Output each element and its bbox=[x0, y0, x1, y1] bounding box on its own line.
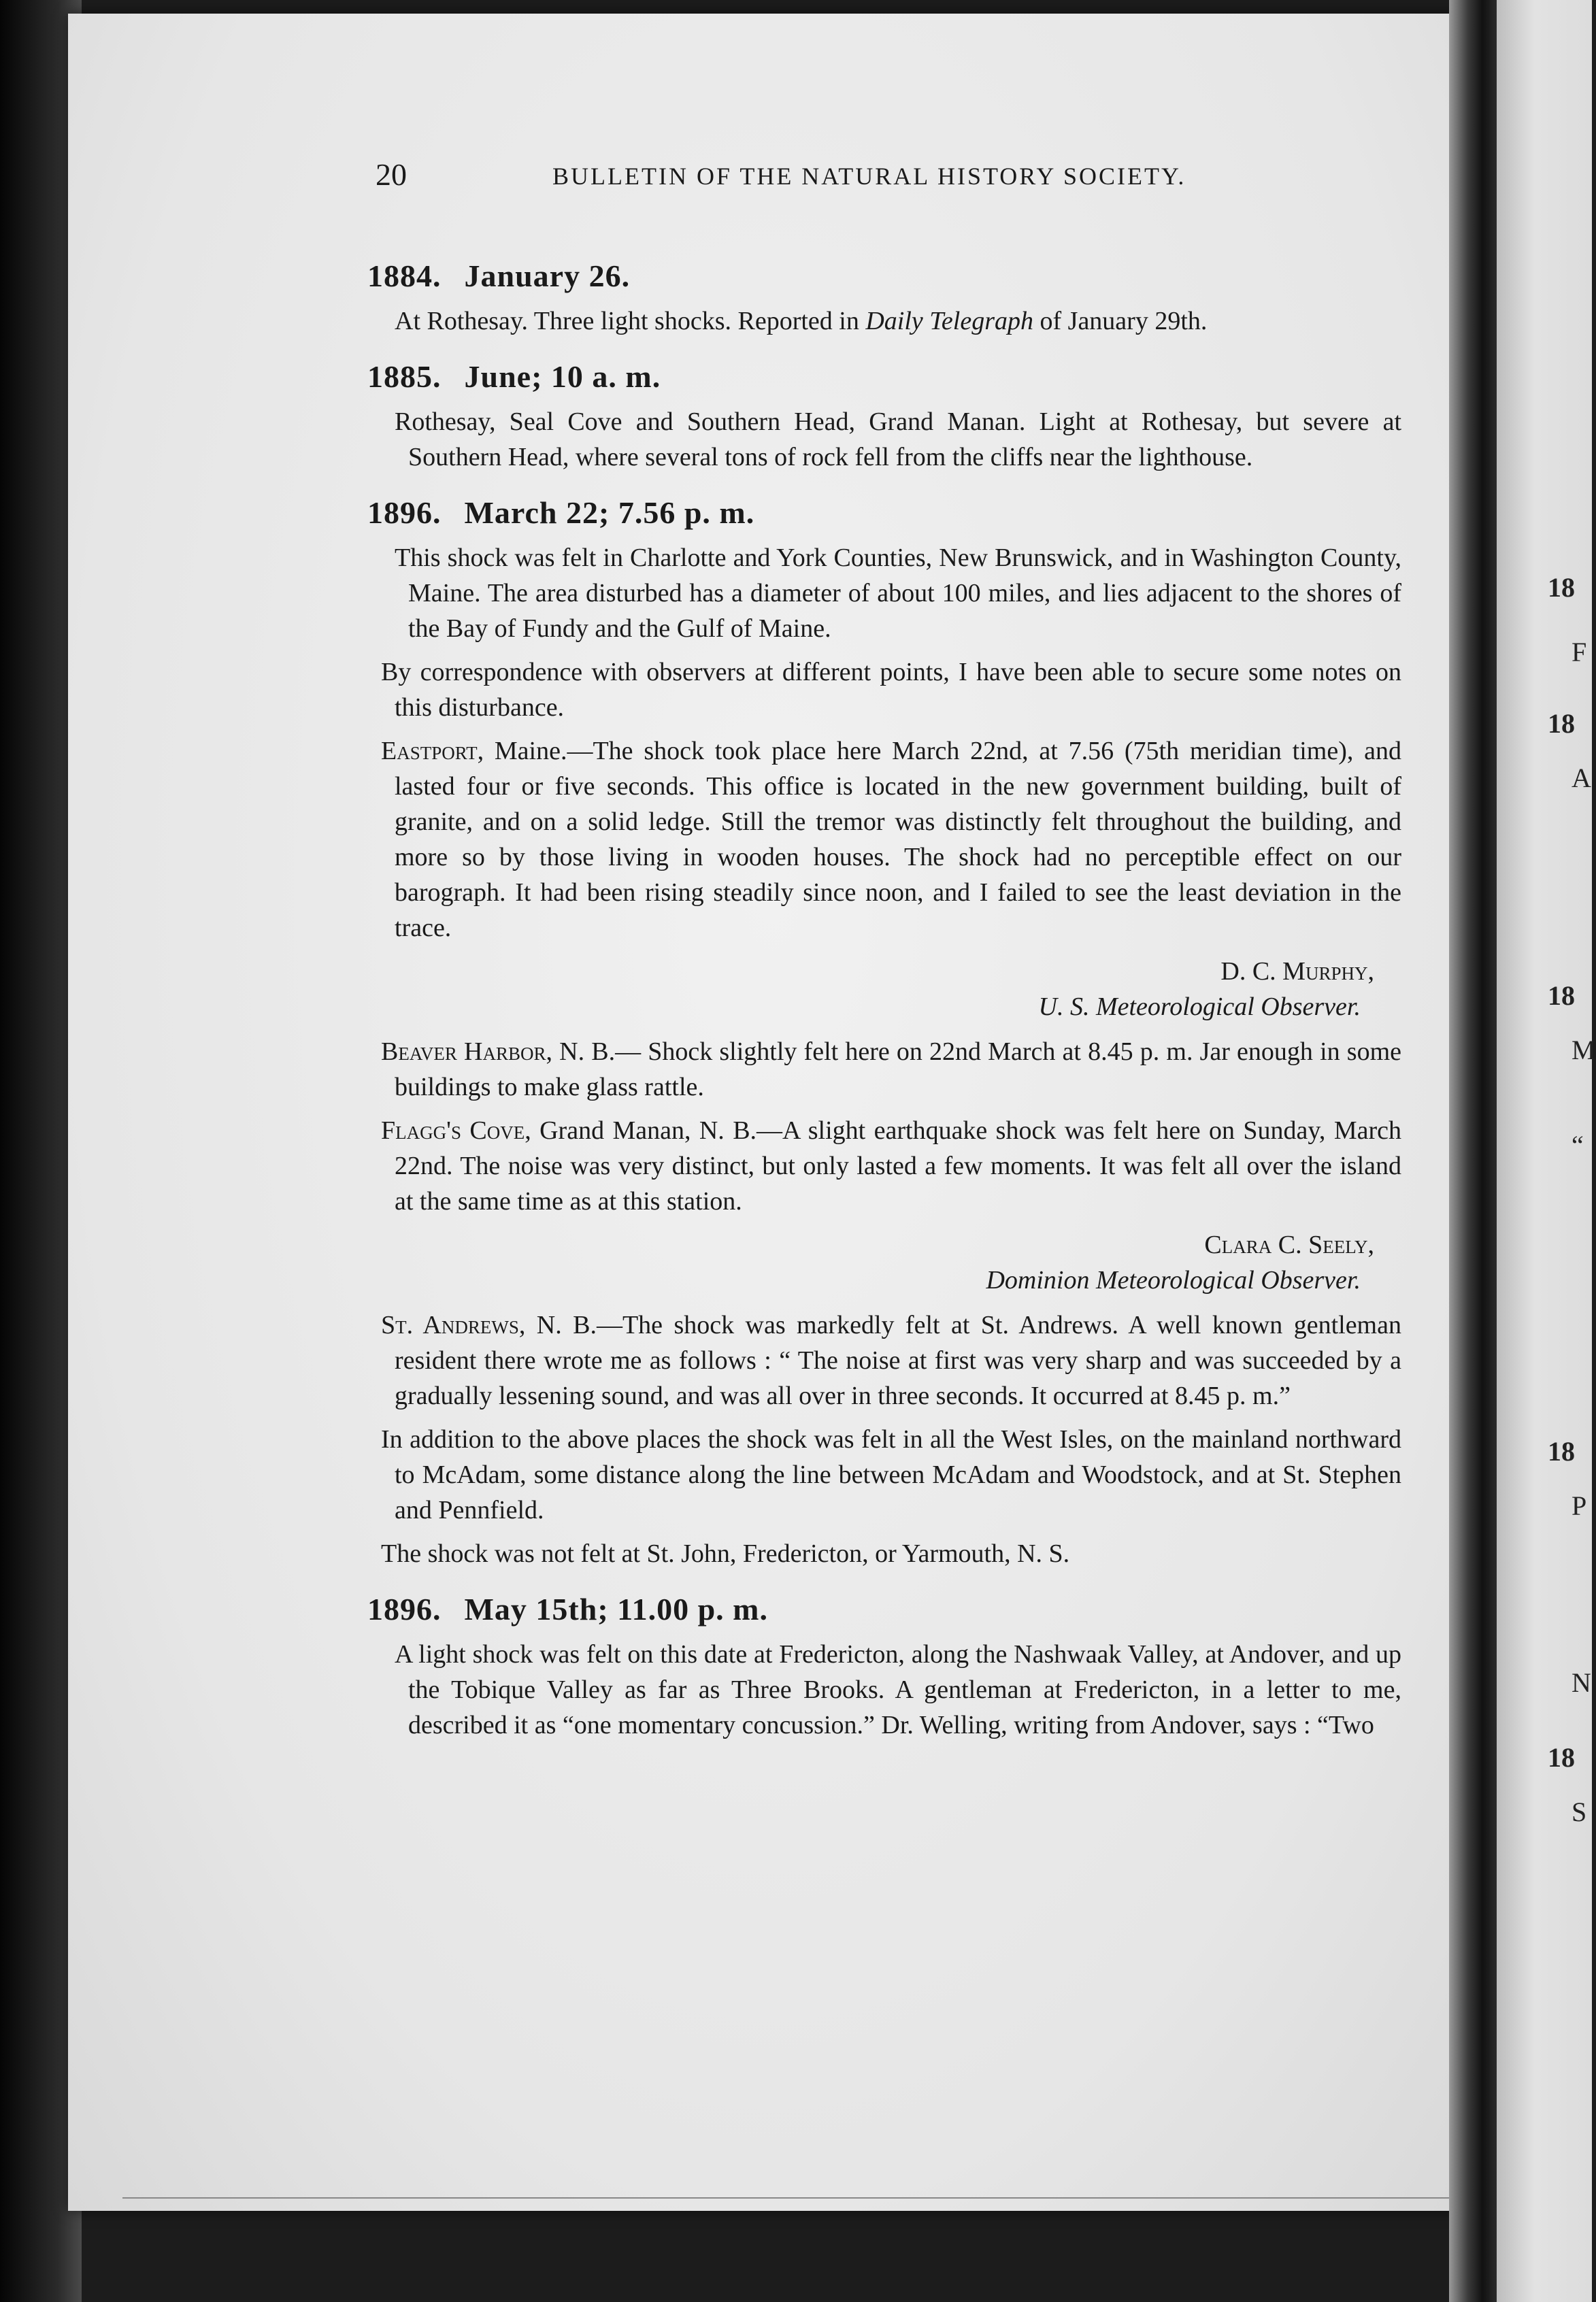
paragraph-text: of January 29th. bbox=[1033, 307, 1208, 335]
facing-page-text-fragment: F bbox=[1572, 637, 1587, 667]
entry-heading bbox=[367, 495, 1401, 531]
paragraph-text: A light shock was felt on this date at Fredericton, along the Nashwaak Valley, at Andover, and up the Tobique Valley as far as Three Brooks. A gentleman at Fredericton, in a letter to me, described it as “one momentary concussion.” Dr. Welling, writing from Andover, says : “Two bbox=[395, 1640, 1401, 1739]
observer-title: Dominion Meteorological Observer. bbox=[986, 1266, 1361, 1295]
facing-page-text-fragment: N bbox=[1572, 1667, 1591, 1698]
paragraph-text: By correspondence with observers at different points, I have been able to secure some notes on this disturbance. bbox=[381, 658, 1401, 722]
paragraph-text: In addition to the above places the shock was felt in all the West Isles, on the mainland northward to McAdam, some distance along the line between McAdam and Woodstock, and at St. Stephen and Pennfield. bbox=[381, 1425, 1401, 1524]
place-name: Beaver Harbor bbox=[381, 1037, 546, 1066]
entry-paragraph bbox=[367, 1536, 1401, 1571]
paragraph-text: , N. B.—The shock was markedly felt at St. Andrews. A well known gentleman resident there wrote me as follows : “ The noise at first was very sharp and was succeeded by a gradually lessening sound, and was all over in three seconds. It occurred at 8.45 p. m.” bbox=[395, 1311, 1401, 1410]
earthquake-entry bbox=[367, 1592, 1401, 1743]
entry-heading bbox=[367, 258, 1401, 294]
entry-date: March 22; 7.56 p. m. bbox=[464, 495, 755, 530]
page-bottom-edge bbox=[122, 2197, 1456, 2199]
entry-year: 1896. bbox=[367, 495, 442, 530]
place-name: St. Andrews bbox=[381, 1311, 519, 1339]
earthquake-entry bbox=[367, 495, 1401, 1571]
observer-title: U. S. Meteorological Observer. bbox=[1038, 992, 1361, 1021]
paragraph-text: At Rothesay. Three light shocks. Reported in bbox=[395, 307, 866, 335]
facing-page-text-fragment: 18 bbox=[1548, 708, 1575, 739]
facing-page-text-fragment: A bbox=[1572, 763, 1591, 793]
entry-paragraph bbox=[367, 404, 1401, 475]
page-body bbox=[367, 258, 1401, 1763]
entry-paragraph bbox=[367, 303, 1401, 339]
entry-date: June; 10 a. m. bbox=[464, 359, 661, 394]
paragraph-text: , Grand Manan, N. B.—A slight earthquake shock was felt here on Sunday, March 22nd. The noise was very distinct, but only lasted a few moments. It was felt all over the island at the same time as at this station. bbox=[395, 1116, 1401, 1216]
facing-page-text-fragment: 18 bbox=[1548, 980, 1575, 1011]
paragraph-text: , N. B.— Shock slightly felt here on 22nd March at 8.45 p. m. Jar enough in some buildings to make glass rattle. bbox=[395, 1037, 1401, 1101]
paragraph-text: , Maine.—The shock took place here March 22nd, at 7.56 (75th meridian time), and lasted four or five seconds. This office is located in the new government building, built of granite, and on a solid ledge. Still the tremor was distinctly felt throughout the building, and more so by those living in wooden houses. The shock had no perceptible effect on our barograph. It had been rising steadily since noon, and I failed to see the least deviation in the trace. bbox=[395, 737, 1401, 942]
observer-signature: D. C. Murphy, bbox=[1220, 957, 1374, 986]
entry-year: 1885. bbox=[367, 359, 442, 394]
entry-paragraph bbox=[367, 1422, 1401, 1528]
place-name: Flagg's Cove bbox=[381, 1116, 525, 1145]
earthquake-entry bbox=[367, 258, 1401, 339]
entry-paragraph bbox=[367, 1307, 1401, 1414]
entry-paragraph bbox=[367, 1113, 1401, 1219]
paragraph-text: Rothesay, Seal Cove and Southern Head, Grand Manan. Light at Rothesay, but severe at Southern Head, where several tons of rock fell from the cliffs near the lighthouse. bbox=[395, 407, 1401, 471]
paragraph-text: This shock was felt in Charlotte and York Counties, New Brunswick, and in Washington County, Maine. The area disturbed has a diameter of about 100 miles, and lies adjacent to the shores of the Bay of Fundy and the Gulf of Maine. bbox=[395, 544, 1401, 643]
facing-page-text-fragment: “ bbox=[1572, 1130, 1584, 1161]
entry-heading bbox=[367, 1592, 1401, 1627]
facing-page-text-fragment: M bbox=[1572, 1035, 1596, 1065]
facing-page-text-fragment: 18 bbox=[1548, 1436, 1575, 1467]
facing-page-text-fragment: P bbox=[1572, 1490, 1587, 1521]
earthquake-entry bbox=[367, 359, 1401, 475]
book-gutter bbox=[1449, 0, 1497, 2302]
observer-signature: Clara C. Seely, bbox=[1204, 1231, 1374, 1259]
facing-page-text-fragment: 18 bbox=[1548, 1742, 1575, 1773]
entry-paragraph bbox=[367, 733, 1401, 946]
entry-paragraph bbox=[367, 1034, 1401, 1105]
entry-year: 1896. bbox=[367, 1592, 442, 1627]
facing-page-text-fragment: S bbox=[1572, 1797, 1587, 1827]
running-head: BULLETIN OF THE NATURAL HISTORY SOCIETY. bbox=[552, 163, 1186, 190]
facing-page-text-fragment: 18 bbox=[1548, 572, 1575, 603]
entry-paragraph bbox=[367, 1637, 1401, 1743]
entry-paragraph bbox=[367, 540, 1401, 646]
entry-paragraph bbox=[367, 654, 1401, 725]
entry-date: May 15th; 11.00 p. m. bbox=[464, 1592, 768, 1627]
entry-heading bbox=[367, 359, 1401, 395]
entry-year: 1884. bbox=[367, 258, 442, 293]
page-number: 20 bbox=[376, 157, 407, 192]
italic-text: Daily Telegraph bbox=[865, 307, 1033, 335]
paragraph-text: The shock was not felt at St. John, Fredericton, or Yarmouth, N. S. bbox=[381, 1539, 1070, 1568]
place-name: Eastport bbox=[381, 737, 478, 765]
entry-date: January 26. bbox=[464, 258, 631, 293]
